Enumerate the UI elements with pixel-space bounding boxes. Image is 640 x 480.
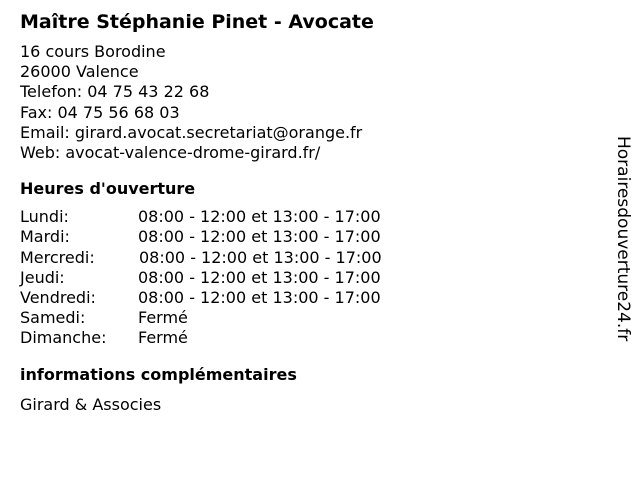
hours-value: 08:00 - 12:00 et 13:00 - 17:00 xyxy=(138,227,381,247)
hours-value: 08:00 - 12:00 et 13:00 - 17:00 xyxy=(139,247,382,267)
day-label: Vendredi: xyxy=(20,287,96,307)
hours-value: Fermé xyxy=(138,308,188,328)
hours-row-monday xyxy=(20,207,610,227)
hours-row-saturday xyxy=(20,308,610,328)
address-street: 16 cours Borodine xyxy=(20,42,166,61)
page-title: Maître Stéphanie Pinet - Avocate xyxy=(20,11,374,33)
hours-value: Fermé xyxy=(138,328,188,348)
additional-info-heading: informations complémentaires xyxy=(20,364,297,384)
day-label: Mercredi: xyxy=(20,247,95,267)
hours-value: 08:00 - 12:00 et 13:00 - 17:00 xyxy=(138,207,381,227)
contact-block xyxy=(20,42,610,163)
web-line: Web: avocat-valence-drome-girard.fr/ xyxy=(20,143,321,163)
address-city: 26000 Valence xyxy=(20,62,139,82)
hours-row-tuesday xyxy=(20,227,610,247)
site-watermark: Horairesdouverture24.fr xyxy=(613,136,633,342)
day-label: Mardi: xyxy=(20,227,70,247)
opening-hours-heading: Heures d'ouverture xyxy=(20,179,196,199)
hours-row-sunday xyxy=(20,328,610,348)
day-label: Samedi: xyxy=(20,308,86,328)
hours-value: 08:00 - 12:00 et 13:00 - 17:00 xyxy=(138,287,381,307)
day-label: Lundi: xyxy=(20,207,69,227)
hours-value: 08:00 - 12:00 et 13:00 - 17:00 xyxy=(138,267,381,287)
hours-row-thursday xyxy=(20,268,610,288)
listing-page xyxy=(20,10,610,415)
opening-hours-table xyxy=(20,207,610,348)
hours-row-wednesday xyxy=(20,248,610,268)
phone-line: Telefon: 04 75 43 22 68 xyxy=(20,82,210,102)
fax-line: Fax: 04 75 56 68 03 xyxy=(20,102,180,122)
hours-row-friday xyxy=(20,288,610,308)
day-label: Dimanche: xyxy=(20,328,107,348)
email-line: Email: girard.avocat.secretariat@orange.fr xyxy=(20,122,363,142)
day-label: Jeudi: xyxy=(20,267,65,287)
additional-info-text: Girard & Associes xyxy=(20,394,162,414)
